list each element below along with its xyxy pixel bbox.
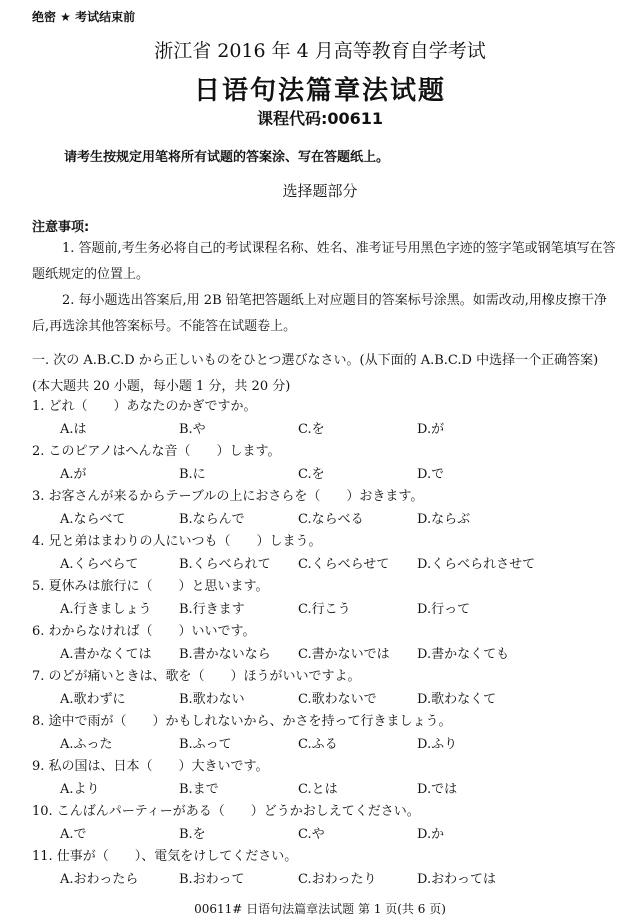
option-a: A.書かなくては [60, 646, 152, 662]
option-b: B.まで [179, 781, 219, 797]
option-b: B.ならんで [179, 511, 245, 527]
question-stem: 8. 途中で雨が（ ）かもしれないから、かさを持って行きましょう。 [32, 714, 452, 729]
options-row [32, 734, 622, 757]
question-item [32, 846, 622, 891]
option-a: A.が [60, 466, 87, 482]
option-c: C.とは [298, 781, 338, 797]
option-d: D.が [417, 421, 445, 437]
option-d: D.くらべられさせて [417, 556, 536, 572]
option-a: A.で [60, 826, 87, 842]
options-row [32, 554, 622, 577]
option-a: A.おわったら [60, 871, 139, 887]
option-c: C.ふる [298, 736, 338, 752]
option-b: B.書かないなら [179, 646, 271, 662]
page-footer: 00611# 日语句法篇章法试题 第 1 页(共 6 页) [194, 902, 446, 916]
question-list [32, 396, 622, 891]
question-item [32, 531, 622, 576]
question-stem: 7. のどが痛いときは、歌を（ ）ほうがいいですよ。 [32, 669, 361, 684]
instruction: 请考生按规定用笔将所有试题的答案涂、写在答题纸上。 [64, 150, 390, 165]
question-item [32, 486, 622, 531]
section-title: 选择题部分 [282, 182, 358, 200]
question-stem: 5. 夏休みは旅行に（ ）と思います。 [32, 579, 269, 594]
options-row [32, 869, 622, 892]
options-row [32, 644, 622, 667]
options-row [32, 509, 622, 532]
option-a: A.歌わずに [60, 691, 126, 707]
option-d: D.か [417, 826, 445, 842]
option-d: D.ならぶ [417, 511, 471, 527]
option-b: B.を [179, 826, 206, 842]
course-code: 课程代码:00611 [256, 109, 384, 128]
option-c: C.書かないでは [298, 646, 390, 662]
option-c: C.や [298, 826, 325, 842]
option-b: B.に [179, 466, 206, 482]
option-c: C.おわったり [298, 871, 377, 887]
paper-title: 日语句法篇章法试题 [193, 76, 446, 106]
note-1: 1. 答题前,考生务必将自己的考试课程名称、姓名、准考证号用黑色字迹的签字笔或钢笔填写在答题纸规定的位置上。 [32, 241, 616, 282]
note-2: 2. 每小题选出答案后,用 2B 铅笔把答题纸上对应题目的答案标号涂黑。如需改动,用橡皮擦干净后,再选涂其他答案标号。不能答在试题卷上。 [32, 293, 607, 334]
question-item [32, 711, 622, 756]
options-row [32, 779, 622, 802]
option-b: B.ふって [179, 736, 232, 752]
question-item [32, 576, 622, 621]
option-c: C.歌わないで [298, 691, 377, 707]
question-item [32, 756, 622, 801]
option-d: D.行って [417, 601, 471, 617]
question-stem: 2. このピアノはへんな音（ ）します。 [32, 444, 281, 459]
option-a: A.より [60, 781, 100, 797]
option-c: C.くらべらせて [298, 556, 390, 572]
option-a: A.行きましょう [60, 601, 152, 617]
option-d: D.歌わなくて [417, 691, 497, 707]
options-row [32, 464, 622, 487]
option-b: B.歌わない [179, 691, 245, 707]
question-item [32, 801, 622, 846]
question-stem: 10. こんばんパーティーがある（ ）どうかおしえてください。 [32, 804, 420, 819]
option-c: C.行こう [298, 601, 351, 617]
question-stem: 3. お客さんが来るからテーブルの上におさらを（ ）おきます。 [32, 489, 424, 504]
option-b: B.おわって [179, 871, 245, 887]
part-heading: 一. 次の A.B.C.D から正しいものをひとつ選びなさい。(从下面的 A.B.C.D 中选择一个正确答案)(本大题共 20 小题，每小题 1 分，共 20 分) [32, 353, 599, 394]
option-a: A.ならべて [60, 511, 126, 527]
question-item [32, 441, 622, 486]
option-b: B.くらべられて [179, 556, 271, 572]
option-d: D.では [417, 781, 458, 797]
question-stem: 4. 兄と弟はまわりの人にいつも（ ）しまう。 [32, 534, 322, 549]
notes-heading: 注意事项: [32, 220, 90, 235]
question-item [32, 396, 622, 441]
options-row [32, 689, 622, 712]
options-row [32, 824, 622, 847]
option-d: D.で [417, 466, 445, 482]
question-item [32, 666, 622, 711]
option-d: D.書かなくても [417, 646, 510, 662]
question-stem: 1. どれ（ ）あなたのかぎですか。 [32, 399, 257, 414]
options-row [32, 599, 622, 622]
question-item [32, 621, 622, 666]
question-stem: 9. 私の国は、日本（ ）大きいです。 [32, 759, 269, 774]
option-b: B.や [179, 421, 206, 437]
question-stem: 6. わからなければ（ ）いいです。 [32, 624, 256, 639]
option-a: A.くらべらて [60, 556, 139, 572]
confidential-label: 绝密 ★ 考试结束前 [32, 10, 136, 24]
option-c: C.を [298, 421, 325, 437]
option-d: D.ふり [417, 736, 458, 752]
question-stem: 11. 仕事が（ ）、電気をけしてください。 [32, 849, 298, 864]
option-b: B.行きます [179, 601, 245, 617]
exam-title: 浙江省 2016 年 4 月高等教育自学考试 [154, 40, 486, 62]
option-c: C.を [298, 466, 325, 482]
option-a: A.は [60, 421, 87, 437]
options-row [32, 419, 622, 442]
option-d: D.おわっては [417, 871, 496, 887]
option-c: C.ならべる [298, 511, 364, 527]
option-a: A.ふった [60, 736, 113, 752]
